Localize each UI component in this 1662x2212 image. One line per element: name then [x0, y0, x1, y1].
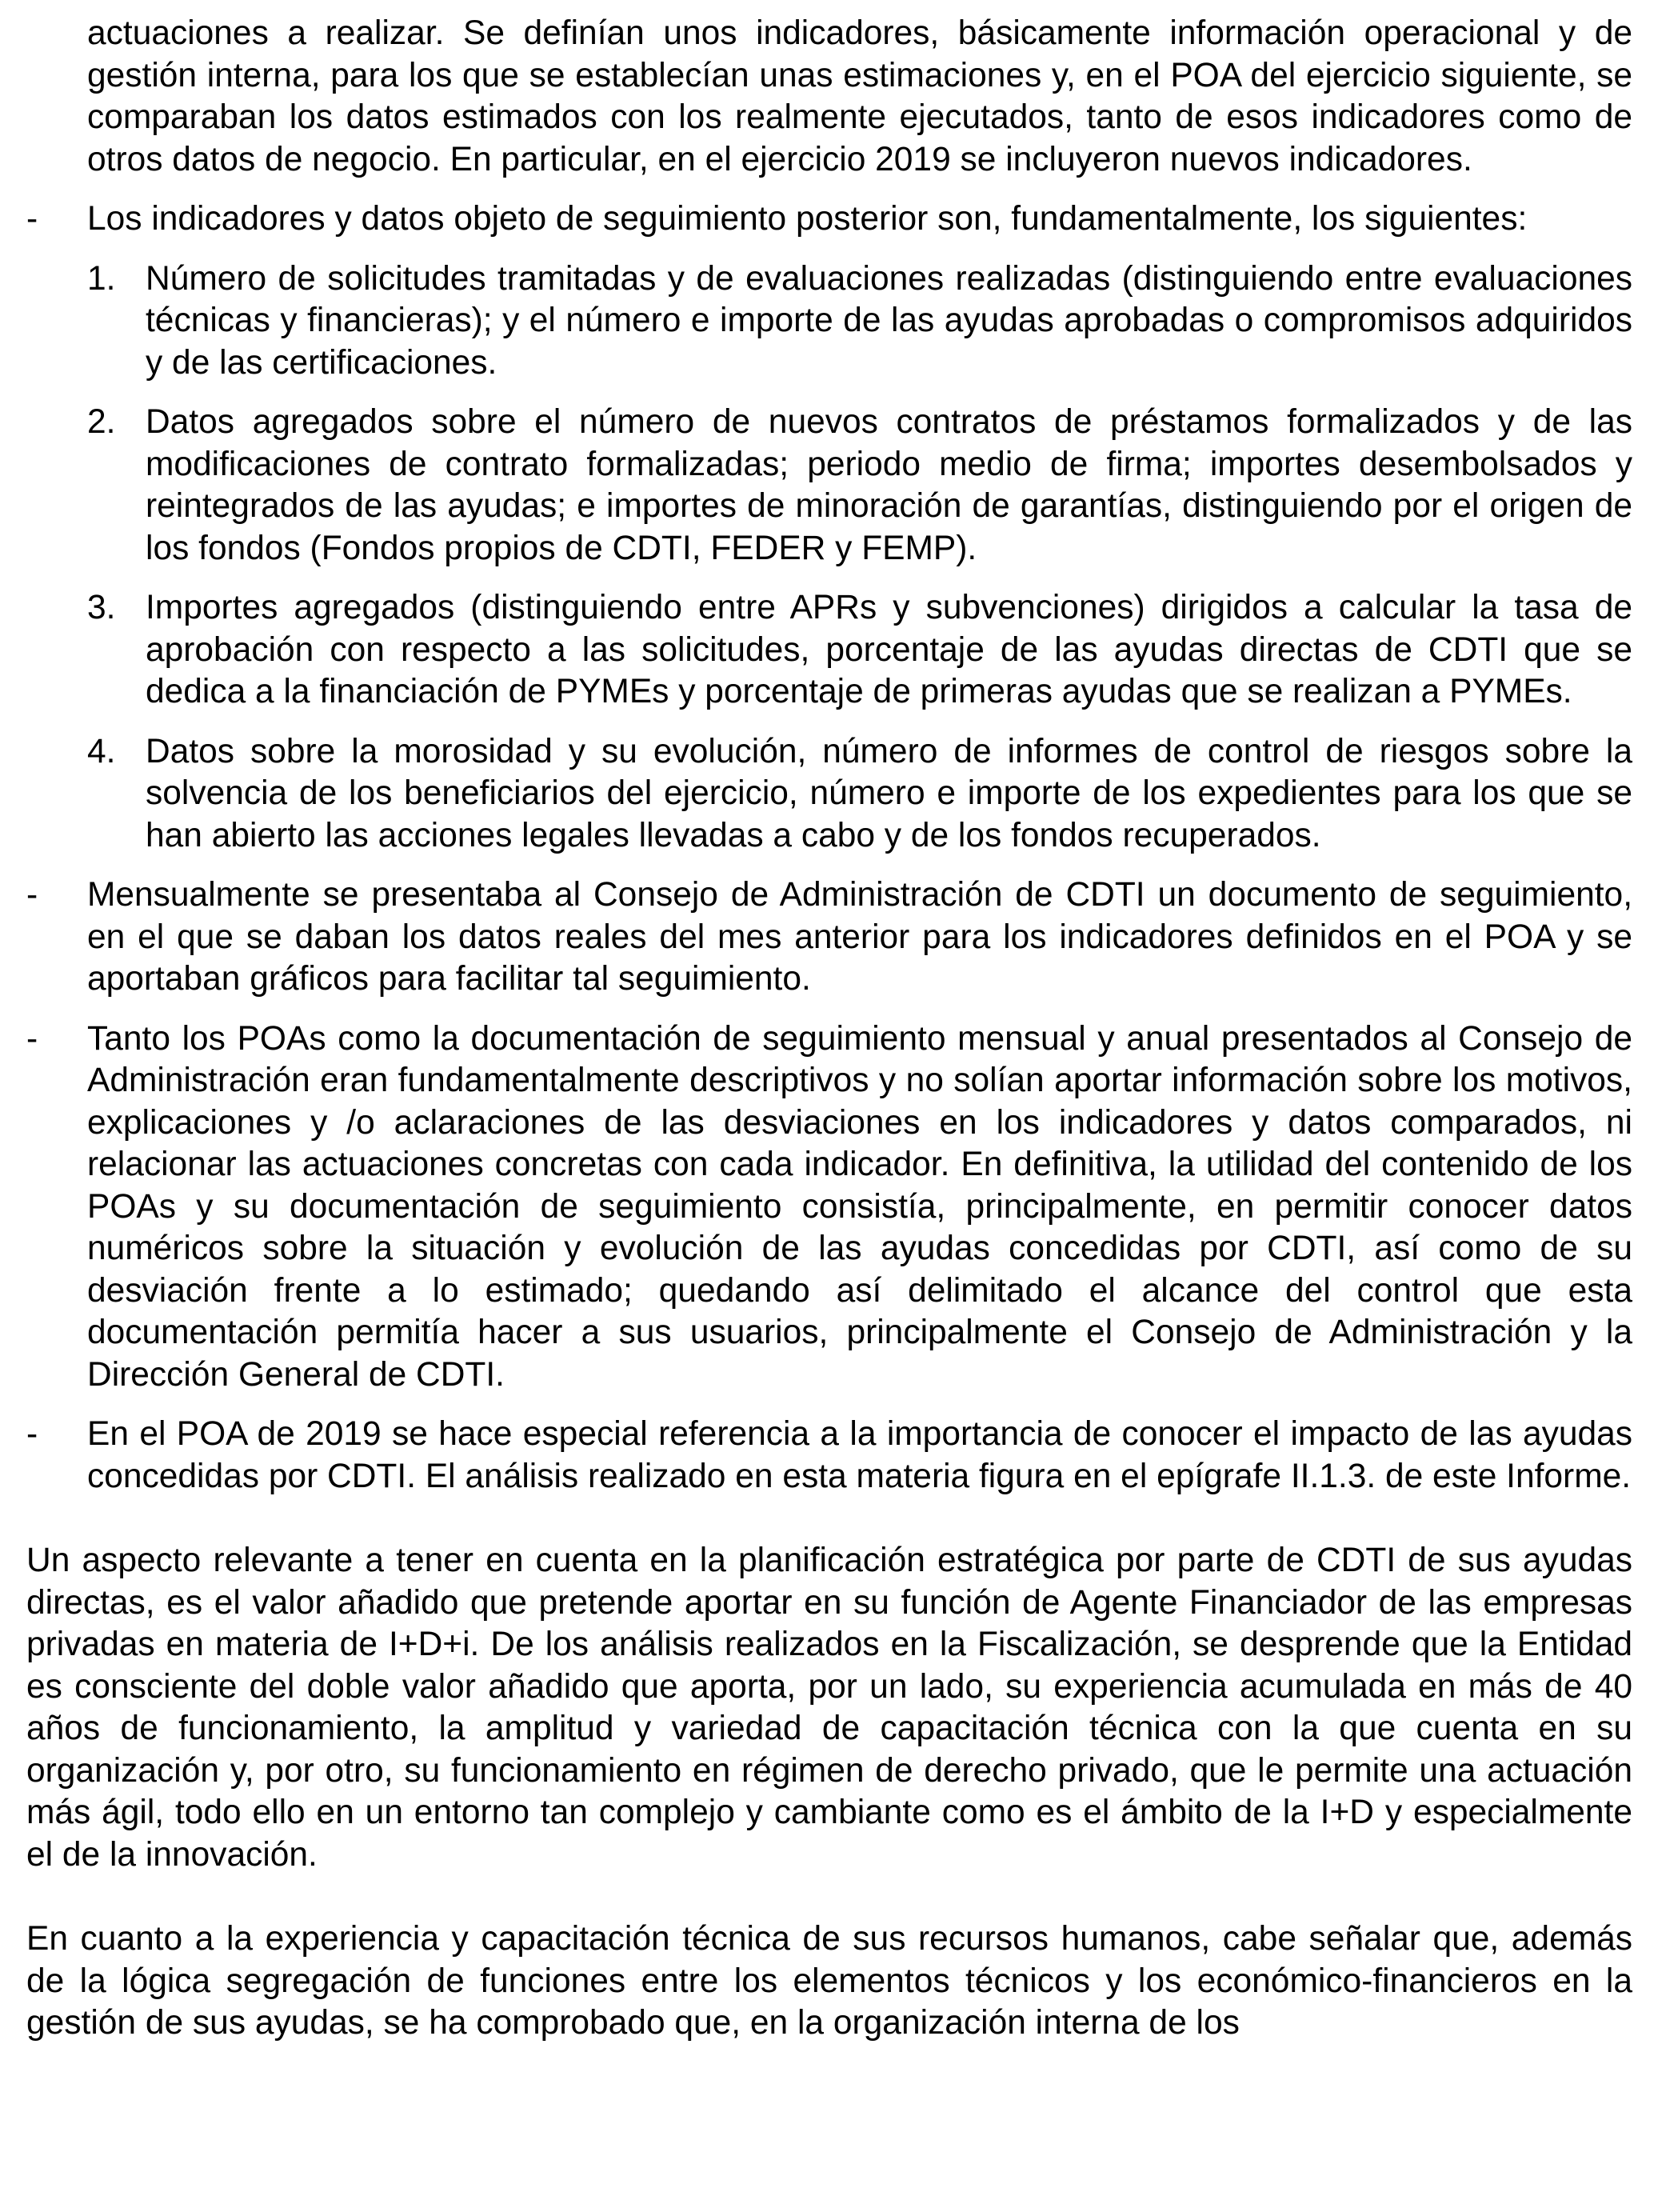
bullet-indicators — [26, 198, 1632, 241]
bullet-poa2019-text: En el POA de 2019 se hace especial referencia a la importancia de conocer el impacto de las ayudas concedidas por CDTI. El análisis realizado en esta materia figura en el epígrafe II.1.3. de este Informe. — [87, 1415, 1632, 1495]
item-text: Importes agregados (distinguiendo entre APRs y subvenciones) dirigidos a calcular la tasa de aprobación con respecto a las solicitudes, porcentaje de las ayudas directas de CDTI que se dedica a la financiación de PYMEs y porcentaje de primeras ayudas que se realizan a PYMEs. — [146, 589, 1632, 710]
document-page — [26, 13, 1632, 2045]
bullet-poa2019 — [26, 1414, 1632, 1498]
bullet-dash: - — [26, 876, 38, 914]
numbered-item-4 — [26, 731, 1632, 858]
item-number: 1. — [87, 259, 116, 298]
item-number: 2. — [87, 403, 116, 441]
bullet-dash: - — [26, 1019, 38, 1058]
numbered-item-3 — [26, 587, 1632, 714]
numbered-item-1 — [26, 258, 1632, 385]
bullet-descriptive — [26, 1018, 1632, 1397]
paragraph-value-added: Un aspecto relevante a tener en cuenta en la planificación estratégica por parte de CDTI de sus ayudas directas, es el valor añadido que pretende aportar en su función de Agente Financiador de las empresas privadas en materia de I+D+i. De los análisis realizados en la Fiscalización, se desprende que la Entidad es consciente del doble valor añadido que aporta, por un lado, su experiencia acumulada en más de 40 años de funcionamiento, la amplitud y variedad de capacitación técnica con la que cuenta en su organización y, por otro, su funcionamiento en régimen de derecho privado, que le permite una actuación más ágil, todo ello en un entorno tan complejo y cambiante como es el ámbito de la I+D y especialmente el de la innovación. — [26, 1542, 1632, 1874]
bullet-monthly-text: Mensualmente se presentaba al Consejo de Administración de CDTI un documento de seguimiento, en el que se daban los datos reales del mes anterior para los indicadores definidos en el POA y se aportaban gráficos para facilitar tal seguimiento. — [87, 876, 1632, 998]
item-text: Datos agregados sobre el número de nuevos contratos de préstamos formalizados y de las modificaciones de contrato formalizadas; periodo medio de firma; importes desembolsados y reintegrados de las ayudas; e importes de minoración de garantías, distinguiendo por el origen de los fondos (Fondos propios de CDTI, FEDER y FEMP). — [146, 403, 1632, 567]
bullet-descriptive-text: Tanto los POAs como la documentación de seguimiento mensual y anual presentados al Consejo de Administración eran fundamentalmente descriptivos y no solían aportar información sobre los motivos, explicaciones y /o aclaraciones de las desviaciones en los indicadores y datos comparados, ni relacionar las actuaciones concretas con cada indicador. En definitiva, la utilidad del contenido de los POAs y su documentación de seguimiento consistía, principalmente, en permitir conocer datos numéricos sobre la situación y evolución de las ayudas concedidas por CDTI, así como de su desviación frente a lo estimado; quedando así delimitado el alcance del control que esta documentación permitía hacer a sus usuarios, principalmente el Consejo de Administración y la Dirección General de CDTI. — [87, 1019, 1632, 1394]
bullet-indicators-text: Los indicadores y datos objeto de seguimiento posterior son, fundamentalmente, los siguientes: — [87, 200, 1528, 238]
item-text: Número de solicitudes tramitadas y de evaluaciones realizadas (distinguiendo entre evaluaciones técnicas y financieras); y el número e importe de las ayudas aprobadas o compromisos adquiridos y de las certificaciones. — [146, 259, 1632, 382]
bullet-dash: - — [26, 200, 38, 238]
paragraph-experience: En cuanto a la experiencia y capacitación técnica de sus recursos humanos, cabe señalar que, además de la lógica segregación de funciones entre los elementos técnicos y los económico-financieros en la gestión de sus ayudas, se ha comprobado que, en la organización interna de los — [26, 1920, 1632, 2042]
intro-continuation-paragraph: actuaciones a realizar. Se definían unos indicadores, básicamente información operacional y de gestión interna, para los que se establecían unas estimaciones y, en el POA del ejercicio siguiente, se comparaban los datos estimados con los realmente ejecutados, tanto de esos indicadores como de otros datos de negocio. En particular, en el ejercicio 2019 se incluyeron nuevos indicadores. — [87, 14, 1632, 178]
item-number: 4. — [87, 732, 116, 770]
numbered-item-2 — [26, 402, 1632, 570]
bullet-dash: - — [26, 1415, 38, 1453]
item-text: Datos sobre la morosidad y su evolución, número de informes de control de riesgos sobre la solvencia de los beneficiarios del ejercicio, número e importe de los expedientes para los que se han abierto las acciones legales llevadas a cabo y de los fondos recuperados. — [146, 732, 1632, 854]
item-number: 3. — [87, 589, 116, 626]
bullet-monthly — [26, 874, 1632, 1001]
